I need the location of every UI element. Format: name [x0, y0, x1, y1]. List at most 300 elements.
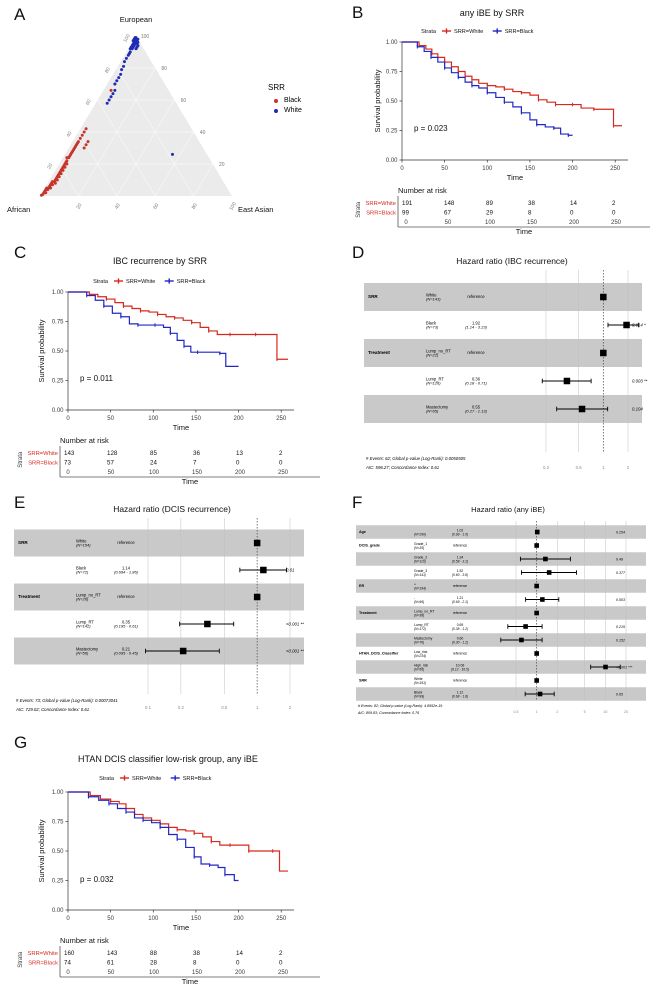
- forest-level-label: Grade_1: [414, 541, 428, 546]
- panel-c: [0, 240, 340, 490]
- ternary-tick-right: 60: [180, 98, 187, 104]
- risk-cell: 38: [528, 200, 535, 207]
- forest-ci: (0.18 - 0.71): [465, 380, 487, 386]
- forest-n-label: (N=99): [414, 694, 425, 699]
- forest-estimate: 0.35: [122, 619, 130, 625]
- risk-cell: 0: [236, 959, 240, 967]
- ternary-tick-left: 80: [103, 66, 112, 75]
- panel-c-letter: C: [14, 243, 27, 262]
- risk-cell: 128: [107, 450, 118, 457]
- forest-level-label: White: [76, 538, 87, 544]
- forest-n-label: (N=191): [414, 680, 427, 685]
- forest-estimate: 1.21: [456, 595, 464, 600]
- forest-category-label: ER: [359, 584, 365, 589]
- ternary-point: [113, 89, 116, 92]
- forest-point-estimate: [603, 665, 608, 670]
- forest-pvalue: 0.61: [286, 567, 295, 573]
- ternary-point: [85, 127, 88, 130]
- km-curve: [402, 42, 573, 135]
- risk-cell: 0: [612, 209, 616, 217]
- km-curve: [68, 792, 288, 871]
- forest-plot-e: [0, 490, 340, 730]
- forest-n-label: (N=143): [426, 296, 441, 302]
- forest-point-estimate: [540, 597, 545, 602]
- forest-point-estimate: [535, 530, 540, 535]
- ternary-point: [44, 191, 47, 194]
- forest-point-estimate: [534, 543, 539, 548]
- risk-x-tick: 150: [191, 470, 203, 476]
- y-tick-label: 0.75: [51, 819, 64, 826]
- risk-cell: 38: [193, 950, 200, 957]
- y-tick-label: 1.00: [51, 290, 64, 297]
- y-tick-label: 0.00: [385, 158, 398, 165]
- ternary-tick-bottom: 100: [228, 201, 238, 212]
- ternary-point: [136, 41, 139, 44]
- forest-footer-line2: AIC: 809.83; Concordance Index: 0.76: [358, 711, 420, 715]
- risk-strata-axis-label: Strata: [18, 951, 24, 968]
- risk-cell: 191: [402, 200, 413, 207]
- forest-ci: (0.58 - 3.1): [451, 559, 469, 564]
- risk-x-tick: 250: [277, 470, 289, 476]
- y-axis-label: Survival probability: [373, 69, 382, 133]
- p-value-text: p = 0.011: [80, 374, 113, 383]
- forest-level-label: Lump_no_RT: [426, 348, 451, 354]
- risk-cell: 0: [236, 459, 240, 467]
- ternary-point: [135, 47, 138, 50]
- risk-x-tick: 100: [484, 220, 496, 226]
- x-tick-label: 100: [482, 166, 493, 172]
- ternary-point: [171, 153, 174, 156]
- ternary-point: [110, 89, 113, 92]
- panel-b-letter: B: [352, 3, 364, 22]
- y-tick-label: 1.00: [385, 40, 398, 47]
- ternary-tick-left: 60: [84, 98, 93, 107]
- forest-category-label: SRR: [359, 678, 367, 683]
- panel-g: [0, 730, 340, 993]
- forest-x-tick: 2: [288, 705, 292, 710]
- ternary-point: [53, 180, 56, 183]
- risk-strata-axis-label: Strata: [18, 451, 24, 468]
- forest-n-label: (N=65): [426, 408, 439, 414]
- forest-point-estimate: [254, 540, 261, 547]
- forest-x-tick: 0.5: [513, 710, 519, 714]
- risk-x-tick: 200: [568, 220, 580, 226]
- forest-x-tick: 20: [624, 710, 628, 714]
- y-tick-label: 0.75: [385, 69, 398, 76]
- forest-point-estimate: [523, 624, 528, 629]
- forest-x-tick: 0.5: [575, 465, 582, 470]
- y-tick-label: 0.50: [51, 349, 64, 356]
- risk-cell: 24: [150, 459, 157, 467]
- risk-x-tick: 50: [444, 220, 452, 226]
- forest-estimate: reference: [117, 594, 135, 600]
- panel-e-letter: E: [14, 493, 26, 512]
- forest-n-label: (N=35): [414, 545, 425, 550]
- forest-estimate: 0.60: [456, 636, 464, 641]
- ternary-point: [63, 166, 66, 169]
- risk-cell: 88: [150, 950, 157, 957]
- ternary-tick-right: 100: [140, 34, 150, 40]
- forest-x-tick: 2: [626, 465, 630, 470]
- forest-x-tick: 1: [602, 465, 605, 470]
- risk-x-tick: 100: [148, 970, 160, 976]
- forest-footer-line2: AIC: 596.27; Concordance Index: 0.61: [366, 465, 440, 470]
- panel-title: Hazard ratio (DCIS recurrence): [113, 504, 231, 514]
- ternary-tick-left: 40: [65, 130, 74, 139]
- ternary-tick-right: 80: [161, 66, 167, 72]
- forest-ci: (0.694 - 1.86): [113, 569, 139, 575]
- x-tick-label: 200: [233, 916, 244, 922]
- ternary-point: [46, 188, 49, 191]
- legend-label: SRR=White: [454, 29, 484, 35]
- panel-title: IBC recurrence by SRR: [112, 256, 208, 266]
- x-tick-label: 100: [148, 416, 159, 422]
- forest-level-label: Mastectomy: [426, 404, 449, 410]
- forest-level-label: Lump_no_RT: [414, 609, 435, 614]
- ternary-point: [65, 163, 68, 166]
- ternary-label-african: African: [7, 205, 31, 214]
- ternary-tick-right: 20: [219, 162, 225, 168]
- p-value-text: p = 0.032: [80, 875, 114, 884]
- forest-ci: (0.69 - 2.1): [451, 599, 469, 604]
- forest-plot-d: [340, 240, 664, 490]
- forest-level-label: Mastectomy: [414, 636, 433, 641]
- forest-level-label: Lump_RT: [414, 622, 429, 627]
- forest-category-label: Age: [359, 530, 366, 535]
- legend-title: Strata: [93, 279, 108, 285]
- forest-n-label: (N=141): [414, 572, 427, 577]
- risk-x-axis-label: Time: [515, 227, 533, 236]
- ternary-point: [125, 57, 128, 60]
- panel-f-letter: F: [352, 493, 363, 512]
- ternary-point: [115, 79, 118, 82]
- ternary-label-eastasian: East Asian: [238, 205, 274, 214]
- forest-x-tick: 0.5: [221, 705, 228, 710]
- forest-footer-line1: # Events: 73; Global p-value (Log-Rank): 0.00073041: [16, 698, 118, 703]
- forest-n-label: (N=172): [414, 626, 427, 631]
- risk-x-tick: 150: [191, 970, 203, 976]
- forest-pvalue: 0.152: [616, 638, 625, 643]
- risk-cell: 0: [279, 459, 283, 467]
- forest-n-label: (N=76): [414, 640, 425, 645]
- risk-cell: 143: [107, 950, 118, 957]
- forest-point-estimate: [534, 611, 539, 616]
- x-tick-label: 0: [66, 416, 70, 422]
- forest-estimate: reference: [452, 584, 468, 589]
- legend-label: SRR=White: [132, 776, 162, 782]
- ternary-point: [132, 39, 135, 42]
- forest-point-estimate: [180, 648, 187, 655]
- x-tick-label: 100: [148, 916, 159, 922]
- risk-cell: 89: [486, 200, 493, 207]
- ternary-point: [65, 159, 68, 162]
- panel-d: [340, 240, 664, 490]
- ternary-point: [58, 175, 61, 178]
- ternary-tick-left: 100: [122, 33, 132, 44]
- forest-point-estimate: [623, 322, 630, 329]
- panel-title: Hazard ratio (IBC recurrence): [456, 256, 568, 266]
- forest-n-label: (N=234): [414, 653, 427, 658]
- forest-pvalue: 0.215: [616, 624, 625, 629]
- y-axis-label: Survival probability: [37, 319, 46, 383]
- forest-level-label: Lump_no_RT: [76, 592, 101, 598]
- forest-ci: (0.27 - 1.13): [465, 408, 487, 414]
- ternary-point: [120, 68, 123, 71]
- risk-table-header: Number at risk: [398, 186, 447, 195]
- forest-pvalue: 0.65: [616, 692, 623, 697]
- risk-cell: 85: [150, 450, 157, 457]
- risk-cell: 14: [236, 950, 243, 957]
- forest-point-estimate: [547, 570, 552, 575]
- forest-pvalue: 0.503: [616, 597, 625, 602]
- panel-title: Hazard ratio (any iBE): [471, 505, 545, 514]
- risk-cell: 7: [193, 459, 197, 467]
- panel-a-letter: A: [14, 5, 26, 24]
- forest-pvalue: <0.001 **: [286, 648, 304, 654]
- forest-point-estimate: [534, 651, 539, 656]
- km-curve: [68, 792, 239, 881]
- y-tick-label: 0.25: [385, 128, 398, 135]
- ternary-point: [83, 147, 86, 150]
- forest-footer-line1: # Events: 62; Global p-value (Log-Rank): 0.0050505: [366, 456, 466, 461]
- risk-row-label: SRR=Black: [28, 460, 58, 467]
- risk-x-tick: 100: [148, 470, 160, 476]
- forest-level-label: -: [414, 595, 416, 600]
- risk-cell: 61: [107, 959, 114, 967]
- km-legend: [99, 775, 212, 782]
- ternary-tick-bottom: 40: [113, 202, 122, 211]
- forest-row-band: [356, 552, 646, 566]
- forest-row-band: [356, 579, 646, 593]
- forest-pvalue: <0.001 ***: [616, 665, 633, 670]
- risk-x-tick: 0: [404, 220, 408, 226]
- ternary-point: [113, 83, 116, 86]
- risk-row-label: SRR=Black: [366, 210, 396, 217]
- panel-e: [0, 490, 340, 730]
- risk-row-label: SRR=Black: [28, 960, 58, 967]
- forest-ci: (6.12 - 16.5): [451, 667, 469, 672]
- forest-estimate: 0.55: [472, 404, 480, 410]
- y-tick-label: 0.00: [51, 408, 64, 415]
- forest-estimate: reference: [452, 651, 468, 656]
- risk-x-tick: 0: [66, 970, 70, 976]
- risk-cell: 2: [279, 450, 283, 457]
- forest-level-label: White: [414, 676, 423, 681]
- ternary-point: [111, 92, 114, 95]
- forest-n-label: (N=290): [414, 532, 427, 537]
- forest-point-estimate: [260, 567, 267, 574]
- forest-point-estimate: [538, 692, 543, 697]
- risk-cell: 73: [64, 459, 71, 467]
- forest-point-estimate: [579, 406, 586, 413]
- forest-point-estimate: [534, 678, 539, 683]
- y-tick-label: 0.50: [51, 849, 64, 856]
- ternary-point: [60, 172, 63, 175]
- forest-estimate: 1.12: [456, 690, 464, 695]
- forest-point-estimate: [600, 350, 607, 357]
- forest-row-band: [356, 525, 646, 539]
- forest-x-tick: 0.2: [543, 465, 549, 470]
- risk-row-label: SRR=White: [27, 951, 58, 957]
- forest-footer-line2: AIC: 729.02; Concordance Index: 0.61: [16, 707, 90, 712]
- km-curve: [68, 292, 239, 366]
- forest-x-tick: 0.1: [145, 705, 151, 710]
- risk-cell: 13: [236, 450, 243, 457]
- ternary-tick-left: 20: [46, 162, 55, 171]
- risk-cell: 2: [279, 950, 283, 957]
- forest-ci: (0.30 - 1.2): [451, 640, 469, 645]
- km-plot-c: [0, 240, 340, 490]
- km-plot-g: [0, 730, 340, 993]
- ternary-point: [71, 150, 74, 153]
- forest-ci: (0.99 - 1.0): [451, 532, 469, 537]
- risk-row-label: SRR=White: [365, 201, 396, 207]
- legend-label: SRR=Black: [504, 29, 534, 35]
- legend-label: SRR=White: [126, 279, 156, 285]
- ternary-point: [79, 137, 82, 140]
- risk-x-tick: 0: [66, 470, 70, 476]
- forest-level-label: Grade_3: [414, 568, 428, 573]
- forest-category-label: Treatment: [359, 611, 377, 616]
- ternary-point: [123, 60, 126, 63]
- forest-level-label: Black: [426, 320, 437, 326]
- forest-estimate: 0.36: [472, 376, 480, 382]
- forest-point-estimate: [534, 584, 539, 589]
- risk-x-tick: 50: [107, 970, 115, 976]
- risk-x-tick: 50: [107, 470, 115, 476]
- forest-pvalue: 0.014 *: [632, 322, 646, 328]
- forest-estimate: 1.34: [456, 555, 464, 560]
- risk-cell: 57: [107, 459, 114, 467]
- forest-footer-line1: # Events: 82; Global p-value (Log-Rank): 4.8952e-19: [358, 704, 443, 708]
- ternary-tick-bottom: 80: [190, 202, 199, 211]
- legend-label-black: Black: [284, 97, 302, 104]
- p-value-text: p = 0.023: [414, 124, 448, 133]
- panel-b: [340, 0, 664, 240]
- km-legend: [93, 278, 206, 285]
- risk-x-axis-label: Time: [181, 477, 199, 486]
- x-tick-label: 150: [190, 916, 201, 922]
- risk-cell: 143: [64, 450, 75, 457]
- y-tick-label: 0.25: [51, 878, 64, 885]
- forest-level-label: White: [426, 292, 437, 298]
- y-axis-label: Survival probability: [37, 819, 46, 883]
- risk-cell: 2: [612, 200, 616, 207]
- ternary-point: [117, 76, 120, 79]
- ternary-point: [40, 194, 43, 197]
- forest-row-band: [14, 530, 304, 557]
- forest-x-tick: 0.2: [177, 705, 184, 710]
- risk-x-axis-label: Time: [181, 977, 199, 986]
- forest-ci: (1.14 - 3.23): [465, 324, 487, 330]
- panel-d-letter: D: [352, 243, 365, 262]
- forest-estimate: 0.69: [456, 622, 464, 627]
- forest-n-label: (N=154): [76, 542, 91, 548]
- panel-f: [340, 490, 664, 730]
- x-tick-label: 250: [610, 166, 621, 172]
- ternary-point: [62, 169, 65, 172]
- legend-label: SRR=Black: [182, 776, 212, 782]
- risk-cell: 8: [193, 959, 197, 967]
- risk-cell: 160: [64, 950, 75, 957]
- risk-cell: 99: [402, 209, 409, 217]
- risk-x-tick: 250: [277, 970, 289, 976]
- km-plot-b: [340, 0, 664, 240]
- legend-swatch-white: [274, 109, 278, 113]
- forest-n-label: (N=22): [426, 352, 439, 358]
- ternary-point: [69, 153, 72, 156]
- ternary-tick-right: 40: [199, 130, 206, 136]
- panel-g-letter: G: [14, 733, 28, 752]
- ternary-point: [49, 187, 52, 190]
- ternary-tick-bottom: 60: [152, 202, 161, 211]
- legend-title: SRR: [268, 83, 285, 92]
- forest-estimate: reference: [467, 350, 485, 356]
- x-tick-label: 150: [524, 166, 535, 172]
- forest-n-label: (N=72): [76, 569, 89, 575]
- forest-point-estimate: [543, 557, 548, 562]
- forest-category-label: HTAN_DCIS_Classifier: [359, 651, 399, 656]
- forest-estimate: 1.02: [456, 528, 464, 533]
- ternary-point: [83, 131, 86, 134]
- x-tick-label: 50: [441, 166, 448, 172]
- x-tick-label: 250: [276, 916, 287, 922]
- x-axis-label: Time: [172, 423, 190, 432]
- y-tick-label: 1.00: [51, 790, 64, 797]
- y-tick-label: 0.50: [385, 99, 398, 106]
- ternary-point: [81, 134, 84, 137]
- ternary-point: [122, 65, 125, 68]
- forest-estimate: 1.14: [122, 565, 130, 571]
- forest-level-label: Lump_RT: [76, 619, 94, 625]
- risk-strata-axis-label: Strata: [356, 201, 362, 218]
- ternary-point: [119, 73, 122, 76]
- forest-ci: (0.38 - 1.2): [451, 626, 469, 631]
- panel-a: [0, 0, 340, 235]
- x-tick-label: 0: [66, 916, 70, 922]
- forest-pvalue: 0.377: [616, 570, 625, 575]
- forest-estimate: 1.52: [456, 568, 464, 573]
- forest-pvalue: 0.003 **: [632, 378, 648, 384]
- ternary-point: [51, 183, 54, 186]
- forest-n-label: (N=56): [414, 667, 425, 672]
- x-tick-label: 200: [567, 166, 578, 172]
- forest-level-label: Low_risk: [414, 649, 428, 654]
- legend-item-white: [274, 107, 302, 114]
- ternary-point: [127, 54, 130, 57]
- ternary-point: [131, 47, 134, 50]
- risk-x-tick: 150: [526, 220, 538, 226]
- forest-point-estimate: [519, 638, 524, 643]
- legend-swatch-black: [274, 99, 278, 103]
- forest-n-label: (N=26): [76, 596, 89, 602]
- forest-n-label: (N=56): [76, 650, 89, 656]
- forest-point-estimate: [254, 594, 261, 601]
- forest-point-estimate: [600, 294, 607, 301]
- forest-n-label: (N=38): [414, 613, 425, 618]
- ternary-tick-bottom: 20: [75, 202, 84, 211]
- forest-level-label: Grade_2: [414, 555, 428, 560]
- ternary-point: [108, 99, 111, 102]
- y-tick-label: 0.75: [51, 319, 64, 326]
- forest-point-estimate: [204, 621, 211, 628]
- forest-x-tick: 1: [255, 705, 259, 710]
- ternary-label-european: European: [119, 15, 153, 24]
- forest-pvalue: 0.254: [616, 530, 625, 535]
- ternary-point: [85, 143, 88, 146]
- risk-cell: 67: [444, 209, 451, 217]
- risk-row-label: SRR=White: [27, 451, 58, 457]
